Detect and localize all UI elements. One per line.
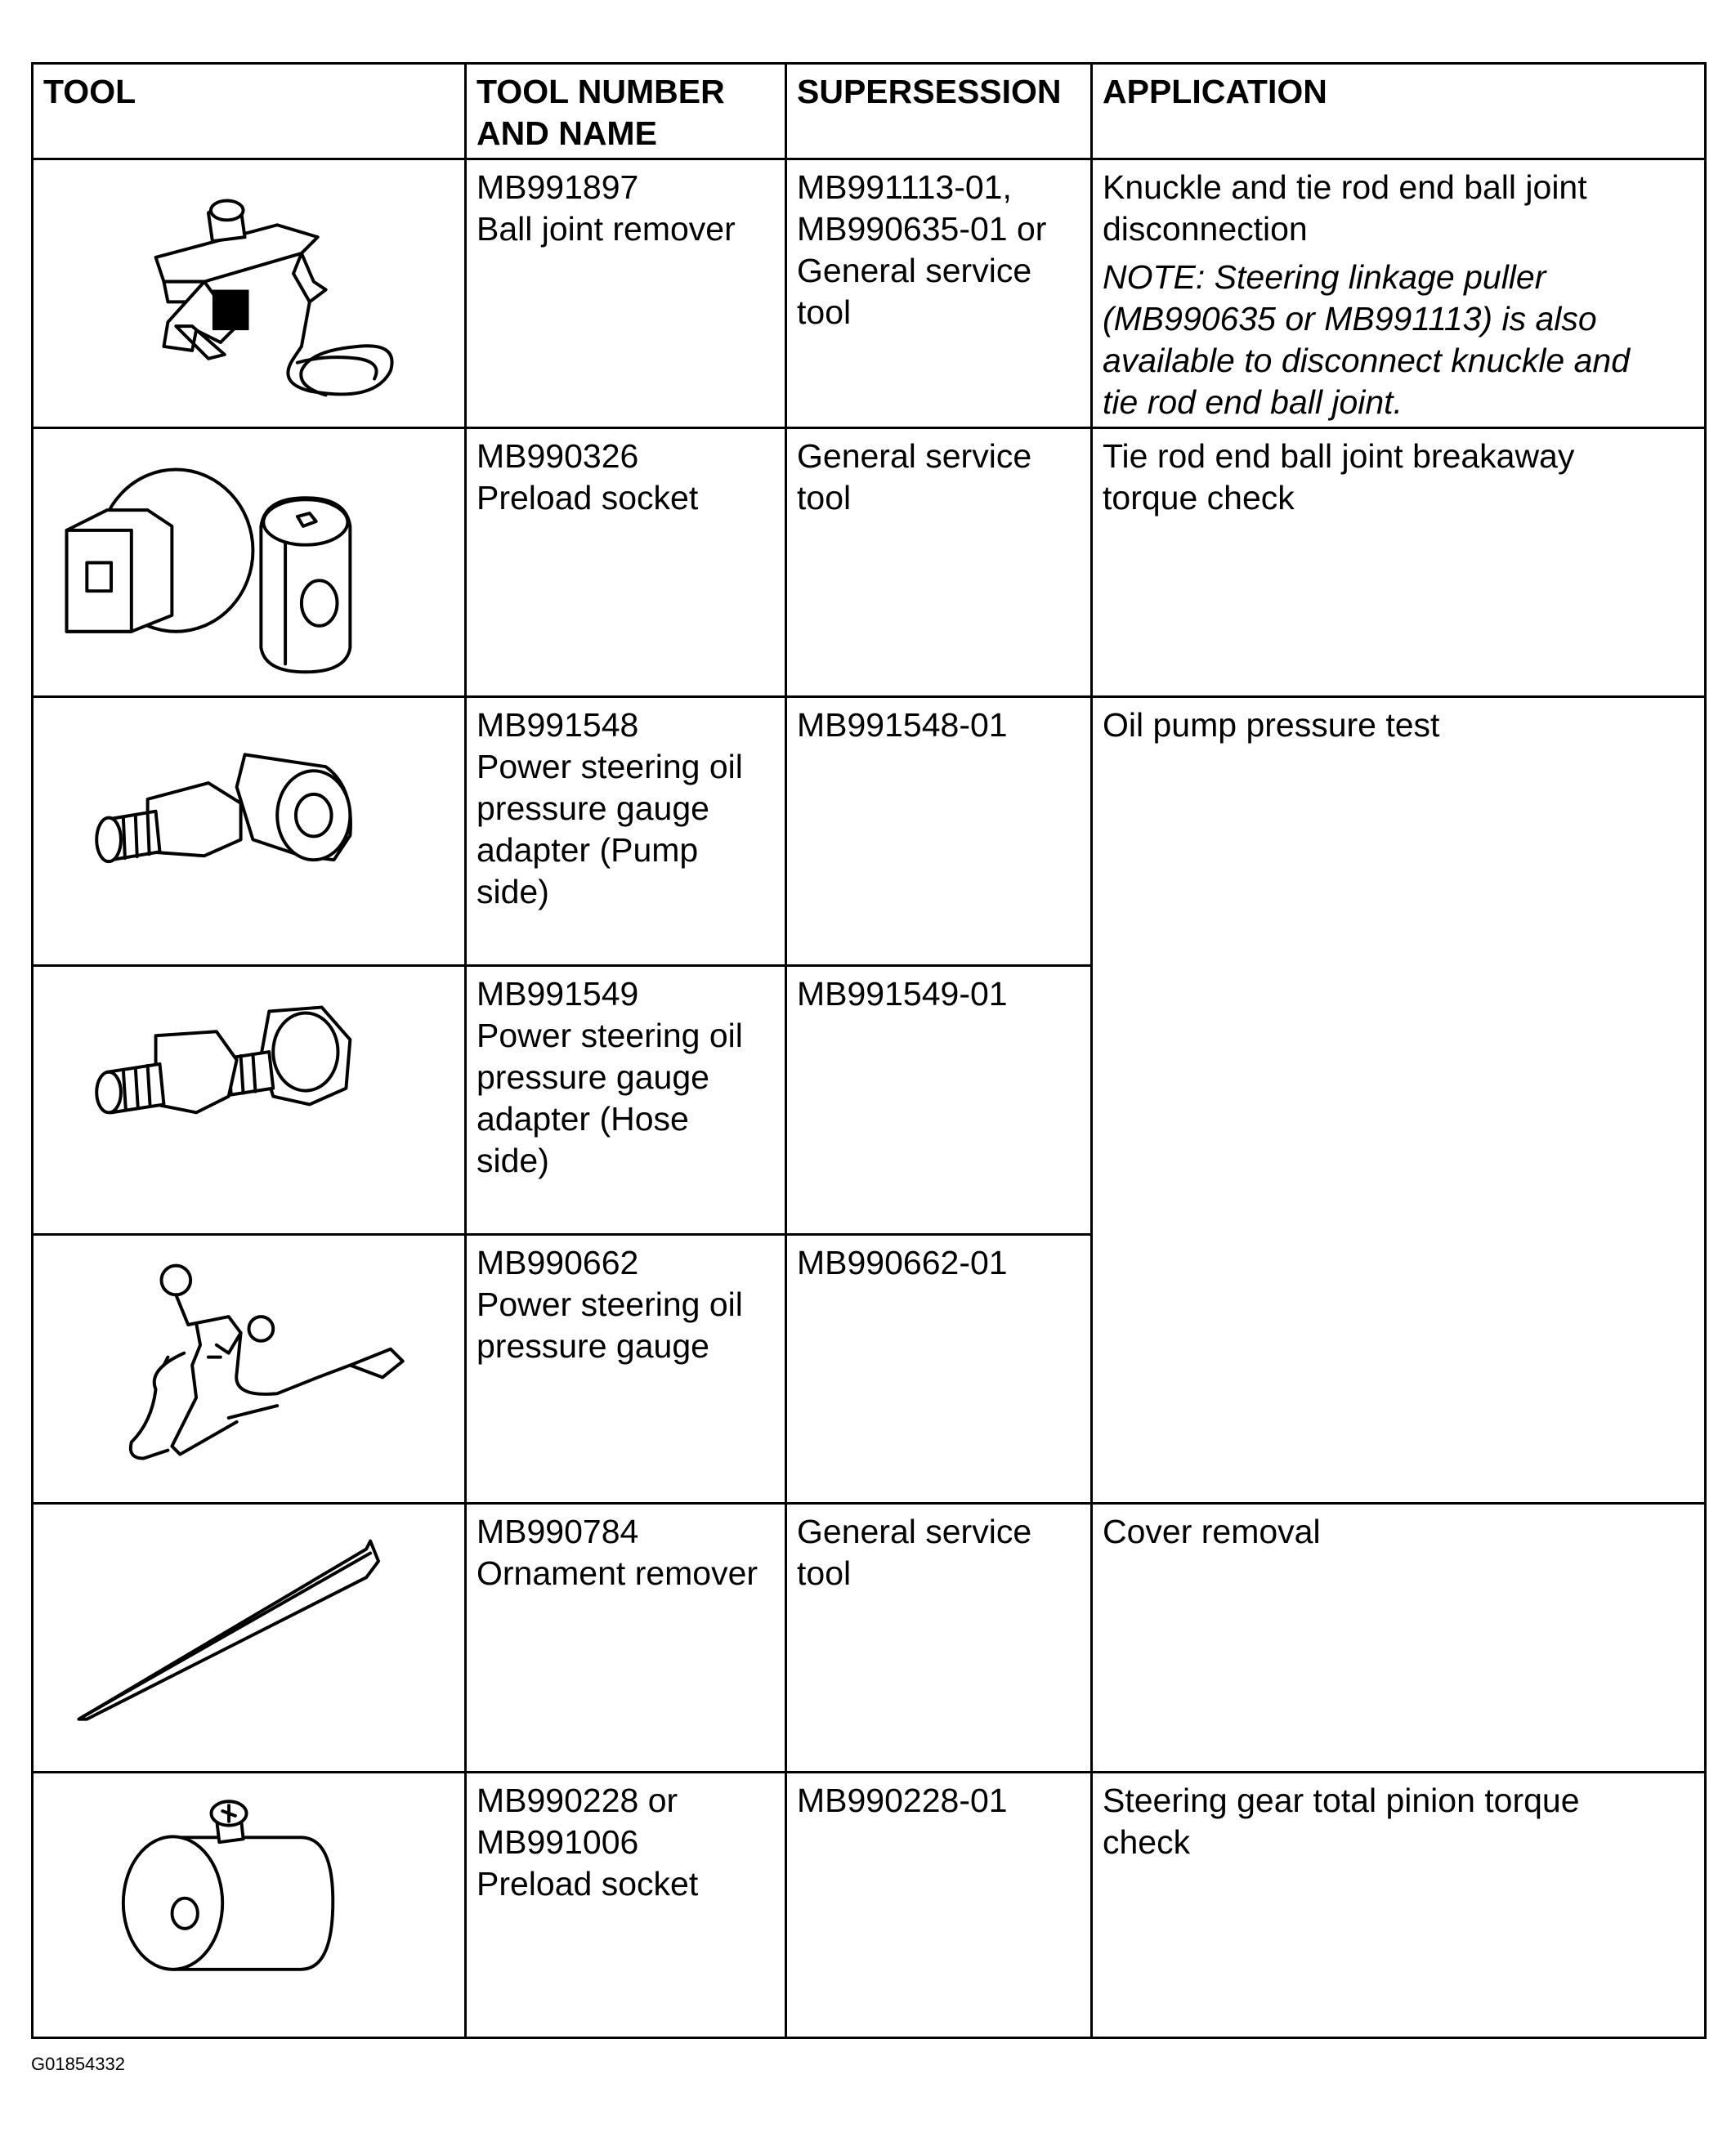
supersession-cell bbox=[786, 159, 1092, 428]
application-line: Oil pump pressure test bbox=[1103, 706, 1440, 744]
supersession-line: MB990635-01 or bbox=[797, 210, 1047, 248]
tool-name: pressure gauge bbox=[477, 1327, 709, 1365]
tool-name: adapter (Pump bbox=[477, 831, 699, 869]
ball-joint-remover-icon bbox=[34, 160, 464, 427]
gauge-adapter-hose-icon bbox=[34, 967, 464, 1233]
header-tool-number bbox=[466, 64, 786, 159]
supersession-line: MB991113-01, bbox=[797, 168, 1012, 206]
note-line: available to disconnect knuckle and bbox=[1103, 342, 1631, 379]
tool-number: MB990326 bbox=[477, 437, 639, 475]
tool-name: side) bbox=[477, 873, 549, 910]
application-cell bbox=[1092, 1504, 1706, 1773]
tool-name: Preload socket bbox=[477, 1865, 699, 1903]
supersession-cell bbox=[786, 1773, 1092, 2038]
supersession-cell bbox=[786, 428, 1092, 697]
tool-illustration-cell bbox=[33, 697, 466, 966]
pressure-gauge-icon bbox=[34, 1236, 464, 1502]
tool-name: Power steering oil bbox=[477, 748, 743, 785]
note-line: NOTE: Steering linkage puller bbox=[1103, 258, 1546, 296]
table-row bbox=[33, 1773, 1706, 2038]
figure-code: G01854332 bbox=[31, 2054, 125, 2074]
supersession-cell bbox=[786, 966, 1092, 1235]
table-row bbox=[33, 159, 1706, 428]
tool-number: MB990228 or bbox=[477, 1782, 678, 1819]
tool-name: adapter (Hose bbox=[477, 1100, 689, 1138]
tool-name: Ball joint remover bbox=[477, 210, 736, 248]
gauge-adapter-pump-icon bbox=[34, 698, 464, 964]
tool-number-cell bbox=[466, 966, 786, 1235]
note-line: tie rod end ball joint. bbox=[1103, 383, 1403, 421]
tool-illustration-cell bbox=[33, 1504, 466, 1773]
supersession-cell bbox=[786, 1235, 1092, 1504]
table-row bbox=[33, 697, 1706, 966]
tool-illustration-cell bbox=[33, 1773, 466, 2038]
tool-name: Power steering oil bbox=[477, 1286, 743, 1323]
preload-socket-icon bbox=[34, 429, 464, 695]
tool-illustration-cell bbox=[33, 428, 466, 697]
application-cell bbox=[1092, 428, 1706, 697]
supersession-line: General service bbox=[797, 252, 1032, 289]
supersession-line: MB990228-01 bbox=[797, 1782, 1008, 1819]
tool-number-cell bbox=[466, 697, 786, 966]
tool-number: MB990662 bbox=[477, 1244, 639, 1281]
table-row bbox=[33, 428, 1706, 697]
header-application: APPLICATION bbox=[1092, 64, 1706, 159]
supersession-line: tool bbox=[797, 293, 852, 331]
tool-number: MB991548 bbox=[477, 706, 639, 744]
tool-name: pressure gauge bbox=[477, 789, 709, 827]
header-supersession: SUPERSESSION bbox=[786, 64, 1092, 159]
supersession-line: MB991548-01 bbox=[797, 706, 1008, 744]
tool-number: MB991549 bbox=[477, 975, 639, 1013]
application-line: Steering gear total pinion torque bbox=[1103, 1782, 1580, 1819]
header-tool: TOOL bbox=[33, 64, 466, 159]
tool-number-cell bbox=[466, 428, 786, 697]
supersession-line: MB990662-01 bbox=[797, 1244, 1008, 1281]
tool-number: MB991006 bbox=[477, 1823, 639, 1861]
tool-number-cell bbox=[466, 1773, 786, 2038]
application-line: Cover removal bbox=[1103, 1513, 1321, 1550]
application-line: check bbox=[1103, 1823, 1191, 1861]
application-cell bbox=[1092, 159, 1706, 428]
tool-illustration-cell bbox=[33, 966, 466, 1235]
tool-name: pressure gauge bbox=[477, 1058, 709, 1096]
header-tool-number-line1: TOOL NUMBER bbox=[477, 73, 725, 110]
tool-number-cell bbox=[466, 1235, 786, 1504]
supersession-line: tool bbox=[797, 1554, 852, 1592]
supersession-cell bbox=[786, 697, 1092, 966]
preload-socket-2-icon bbox=[34, 1773, 464, 2037]
table-row bbox=[33, 1504, 1706, 1773]
supersession-line: MB991549-01 bbox=[797, 975, 1008, 1013]
application-line: disconnection bbox=[1103, 210, 1308, 248]
ornament-remover-icon bbox=[34, 1505, 464, 1771]
special-tools-table bbox=[31, 62, 1707, 2039]
application-note bbox=[1103, 257, 1694, 423]
supersession-line: General service bbox=[797, 1513, 1032, 1550]
tool-number: MB990784 bbox=[477, 1513, 639, 1550]
tool-name: Preload socket bbox=[477, 479, 699, 516]
tool-name: Ornament remover bbox=[477, 1554, 758, 1592]
application-line: Tie rod end ball joint breakaway bbox=[1103, 437, 1575, 475]
tool-illustration-cell bbox=[33, 159, 466, 428]
header-row bbox=[33, 64, 1706, 159]
supersession-line: General service bbox=[797, 437, 1032, 475]
header-tool-number-line2: AND NAME bbox=[477, 114, 657, 152]
application-line: Knuckle and tie rod end ball joint bbox=[1103, 168, 1587, 206]
supersession-cell bbox=[786, 1504, 1092, 1773]
tool-number-cell bbox=[466, 159, 786, 428]
tool-name: side) bbox=[477, 1142, 549, 1179]
note-line: (MB990635 or MB991113) is also bbox=[1103, 300, 1597, 338]
tool-number-cell bbox=[466, 1504, 786, 1773]
tool-number: MB991897 bbox=[477, 168, 639, 206]
application-cell bbox=[1092, 1773, 1706, 2038]
application-cell bbox=[1092, 697, 1706, 1504]
application-line: torque check bbox=[1103, 479, 1295, 516]
tool-illustration-cell bbox=[33, 1235, 466, 1504]
supersession-line: tool bbox=[797, 479, 852, 516]
tool-name: Power steering oil bbox=[477, 1017, 743, 1054]
